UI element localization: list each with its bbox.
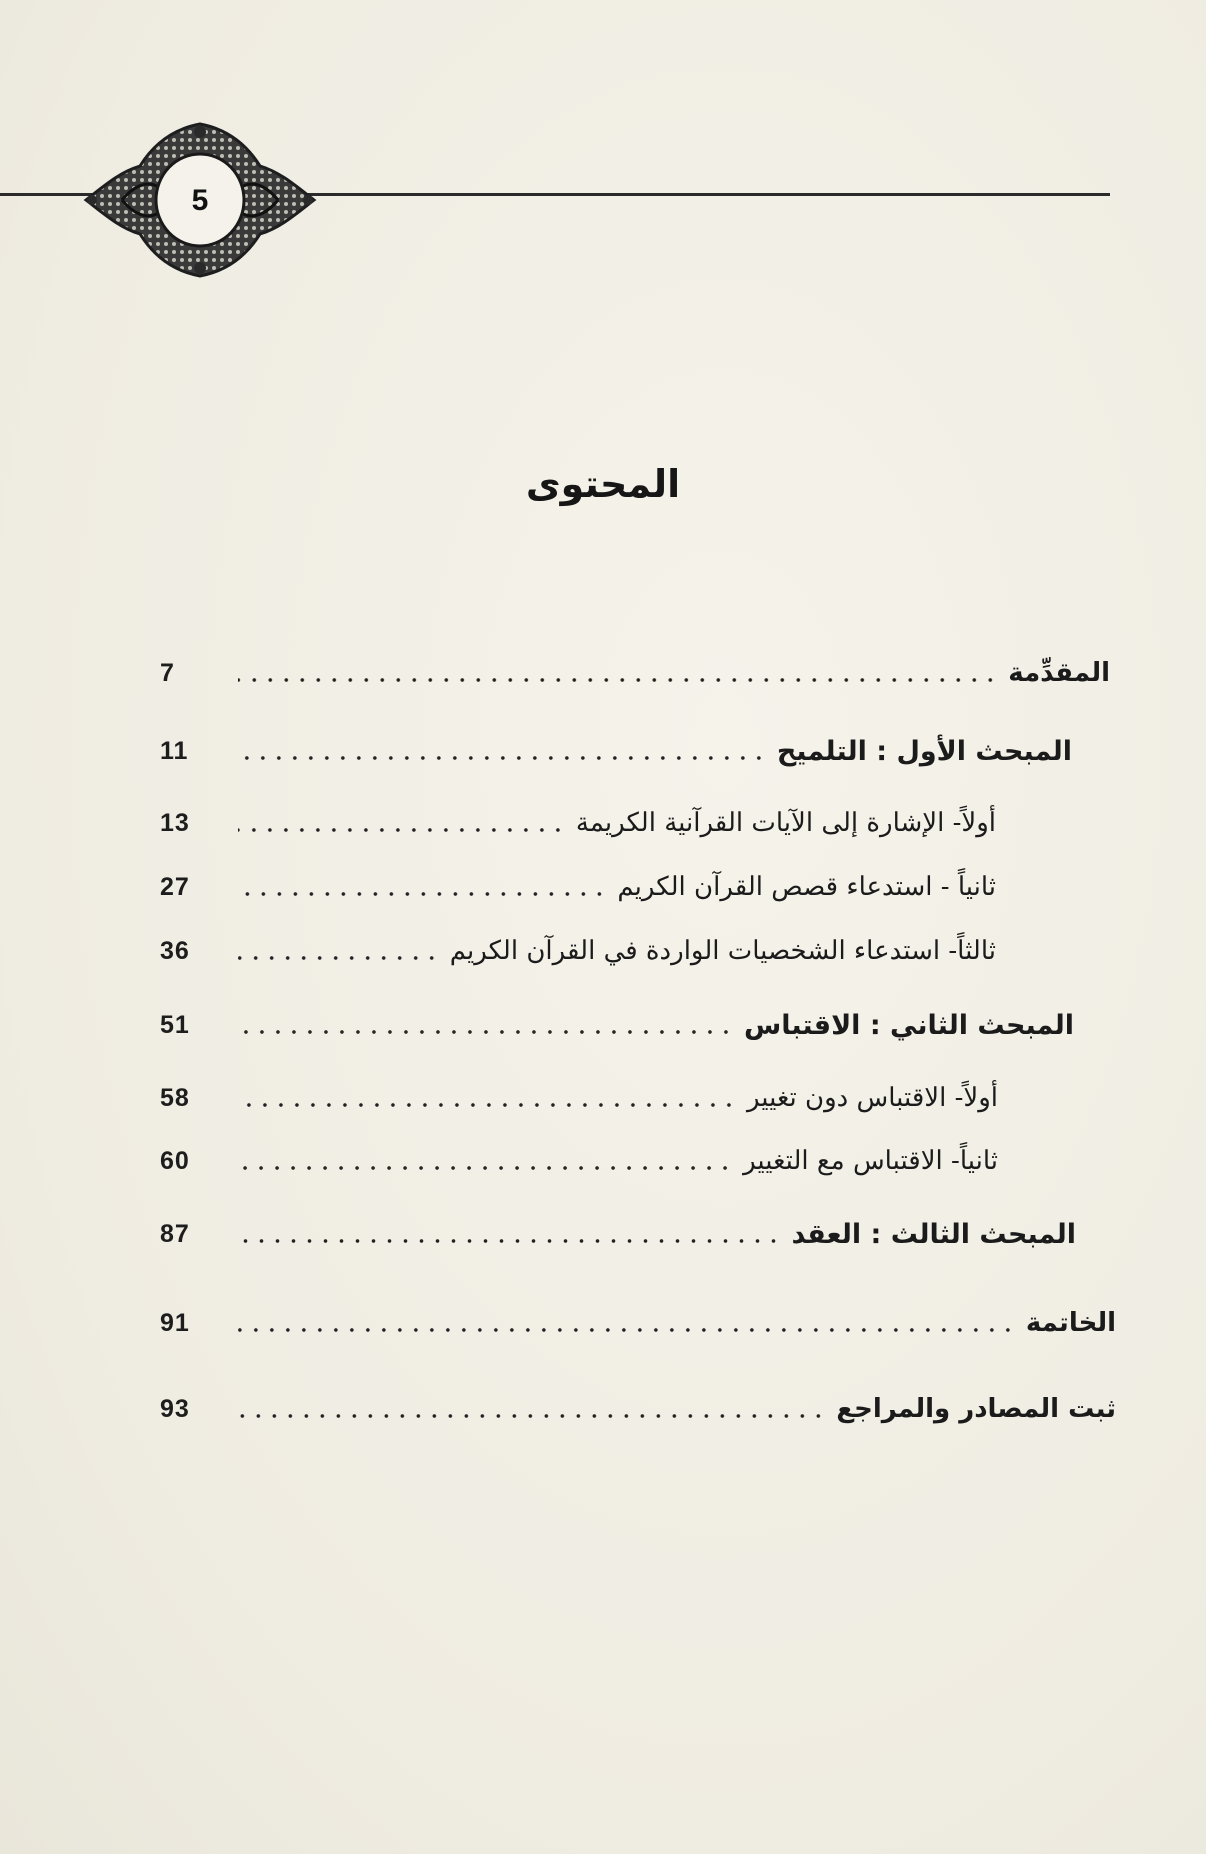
toc-row	[160, 1384, 1116, 1434]
toc-entry-label: المبحث الثاني : الاقتباس	[743, 1009, 1074, 1041]
toc-entry-label: أولاً- الإشارة إلى الآيات القرآنية الكريمة	[575, 808, 996, 838]
toc-entry-label: الخاتمة	[1025, 1308, 1116, 1338]
toc-leader-dots	[238, 678, 998, 682]
toc-entry-label: المقدِّمة	[1008, 658, 1110, 688]
toc-leader-dots	[238, 1328, 1016, 1332]
toc-leader-dots	[238, 1166, 733, 1170]
toc-leader-dots	[238, 1239, 782, 1243]
toc-entry-label: ثانياً- الاقتباس مع التغيير	[743, 1146, 998, 1176]
toc-page-number: 36	[160, 936, 190, 965]
toc-page-number: 27	[160, 872, 190, 901]
toc-leader-dots	[238, 1414, 826, 1418]
toc-row	[160, 1136, 998, 1186]
toc-entry-label: ثالثاً- استدعاء الشخصيات الواردة في القرآن الكريم	[449, 936, 996, 966]
toc-title: المحتوى	[525, 462, 681, 506]
toc-leader-dots	[238, 1103, 737, 1107]
toc-leader-dots	[238, 892, 607, 896]
toc-row	[160, 648, 1110, 698]
toc-entry-label: أولاً- الاقتباس دون تغيير	[746, 1083, 998, 1113]
toc-row	[160, 862, 996, 912]
toc-leader-dots	[238, 1030, 734, 1034]
toc-row	[160, 1073, 998, 1123]
toc-page-number: 11	[160, 736, 189, 765]
toc-leader-dots	[238, 756, 767, 760]
toc-entry-label: المبحث الثالث : العقد	[791, 1218, 1076, 1250]
toc-row	[160, 1209, 1076, 1259]
page-number: 5	[191, 184, 209, 217]
toc-entry-label: المبحث الأول : التلميح	[776, 735, 1072, 767]
toc-row	[160, 1000, 1074, 1050]
toc-row	[160, 798, 996, 848]
toc-page-number: 13	[160, 808, 190, 837]
toc-row	[160, 1298, 1116, 1348]
toc-page-number: 60	[160, 1146, 190, 1175]
toc-entry-label: ثانياً - استدعاء قصص القرآن الكريم	[617, 872, 996, 902]
toc-leader-dots	[238, 828, 566, 832]
toc-leader-dots	[238, 956, 440, 960]
toc-page-number: 58	[160, 1083, 190, 1112]
toc-page-number: 51	[160, 1010, 190, 1039]
toc-page-number: 91	[160, 1308, 190, 1337]
toc-page-number: 7	[160, 658, 175, 687]
toc-page-number: 87	[160, 1219, 190, 1248]
toc-row	[160, 926, 996, 976]
toc-entry-label: ثبت المصادر والمراجع	[836, 1394, 1116, 1424]
toc-row	[160, 726, 1072, 776]
toc-page-number: 93	[160, 1394, 190, 1423]
